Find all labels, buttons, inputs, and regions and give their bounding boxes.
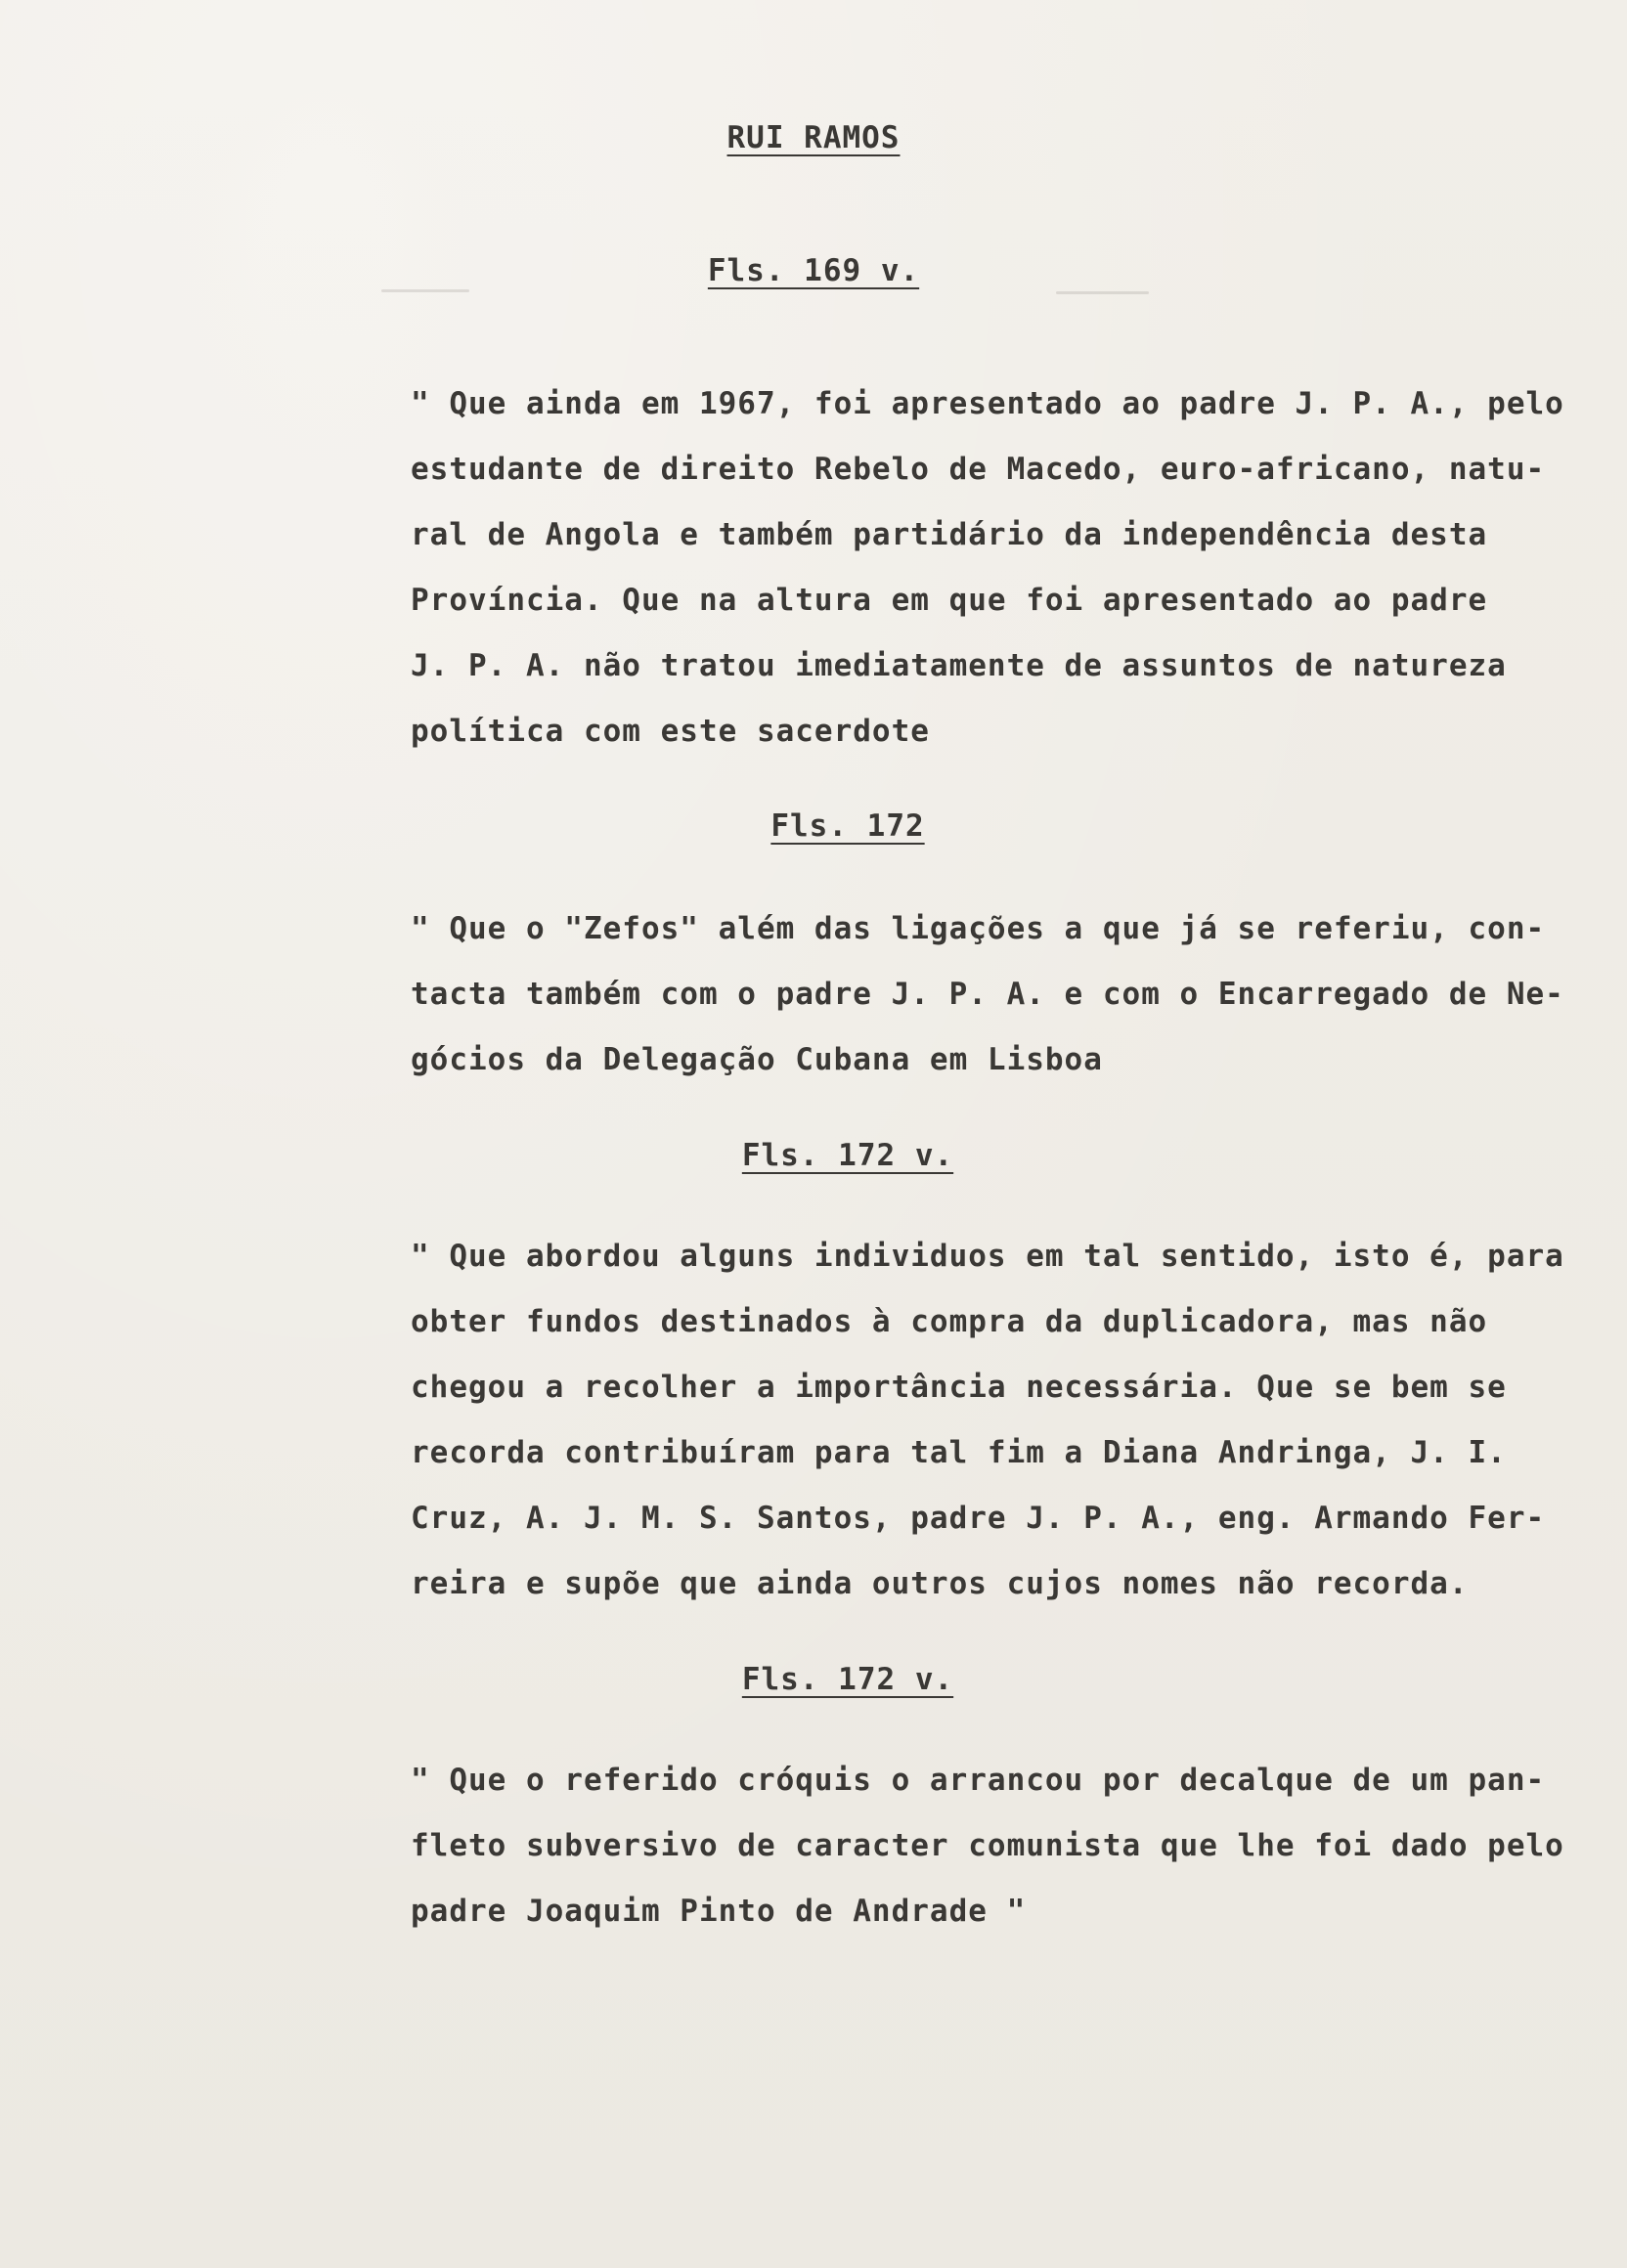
document-title: RUI RAMOS [726, 120, 901, 155]
section-heading-fls-172v-second: Fls. 172 v. [741, 1662, 954, 1697]
text-line: política com este sacerdote [411, 714, 930, 749]
paragraph-fls-172 [411, 896, 1623, 1093]
text-line: reira e supõe que ainda outros cujos nomes não recorda. [411, 1566, 1469, 1601]
text-line: estudante de direito Rebelo de Macedo, euro-africano, natu- [411, 452, 1546, 487]
text-line: " Que abordou alguns individuos em tal sentido, isto é, para [411, 1239, 1564, 1274]
text-line: tacta também com o padre J. P. A. e com o Encarregado de Ne- [411, 977, 1564, 1012]
text-line: Cruz, A. J. M. S. Santos, padre J. P. A., eng. Armando Fer- [411, 1501, 1546, 1536]
text-line: J. P. A. não tratou imediatamente de assuntos de natureza [411, 648, 1507, 683]
section-heading-fls-172: Fls. 172 [770, 808, 925, 844]
text-line: gócios da Delegação Cubana em Lisboa [411, 1042, 1103, 1077]
paragraph-fls-172v-first [411, 1224, 1623, 1617]
text-line: chegou a recolher a importância necessária. Que se bem se [411, 1370, 1507, 1405]
text-line: ral de Angola e também partidário da independência desta [411, 517, 1488, 552]
text-line: recorda contribuíram para tal fim a Diana Andringa, J. I. [411, 1435, 1507, 1470]
text-line: padre Joaquim Pinto de Andrade " [411, 1894, 1027, 1929]
text-line: " Que o referido cróquis o arrancou por decalque de um pan- [411, 1763, 1546, 1798]
paragraph-fls-169v [411, 371, 1623, 764]
text-line: Província. Que na altura em que foi apresentado ao padre [411, 583, 1488, 618]
text-line: " Que ainda em 1967, foi apresentado ao padre J. P. A., pelo [411, 386, 1564, 421]
paragraph-fls-172v-second [411, 1748, 1623, 1944]
text-line: fleto subversivo de caracter comunista que lhe foi dado pelo [411, 1828, 1564, 1863]
paper-smudge [1056, 291, 1149, 294]
paper-smudge [381, 289, 469, 292]
text-line: " Que o "Zefos" além das ligações a que já se referiu, con- [411, 911, 1546, 946]
section-heading-fls-169v: Fls. 169 v. [707, 253, 920, 288]
text-line: obter fundos destinados à compra da duplicadora, mas não [411, 1304, 1488, 1339]
section-heading-fls-172v: Fls. 172 v. [741, 1138, 954, 1173]
